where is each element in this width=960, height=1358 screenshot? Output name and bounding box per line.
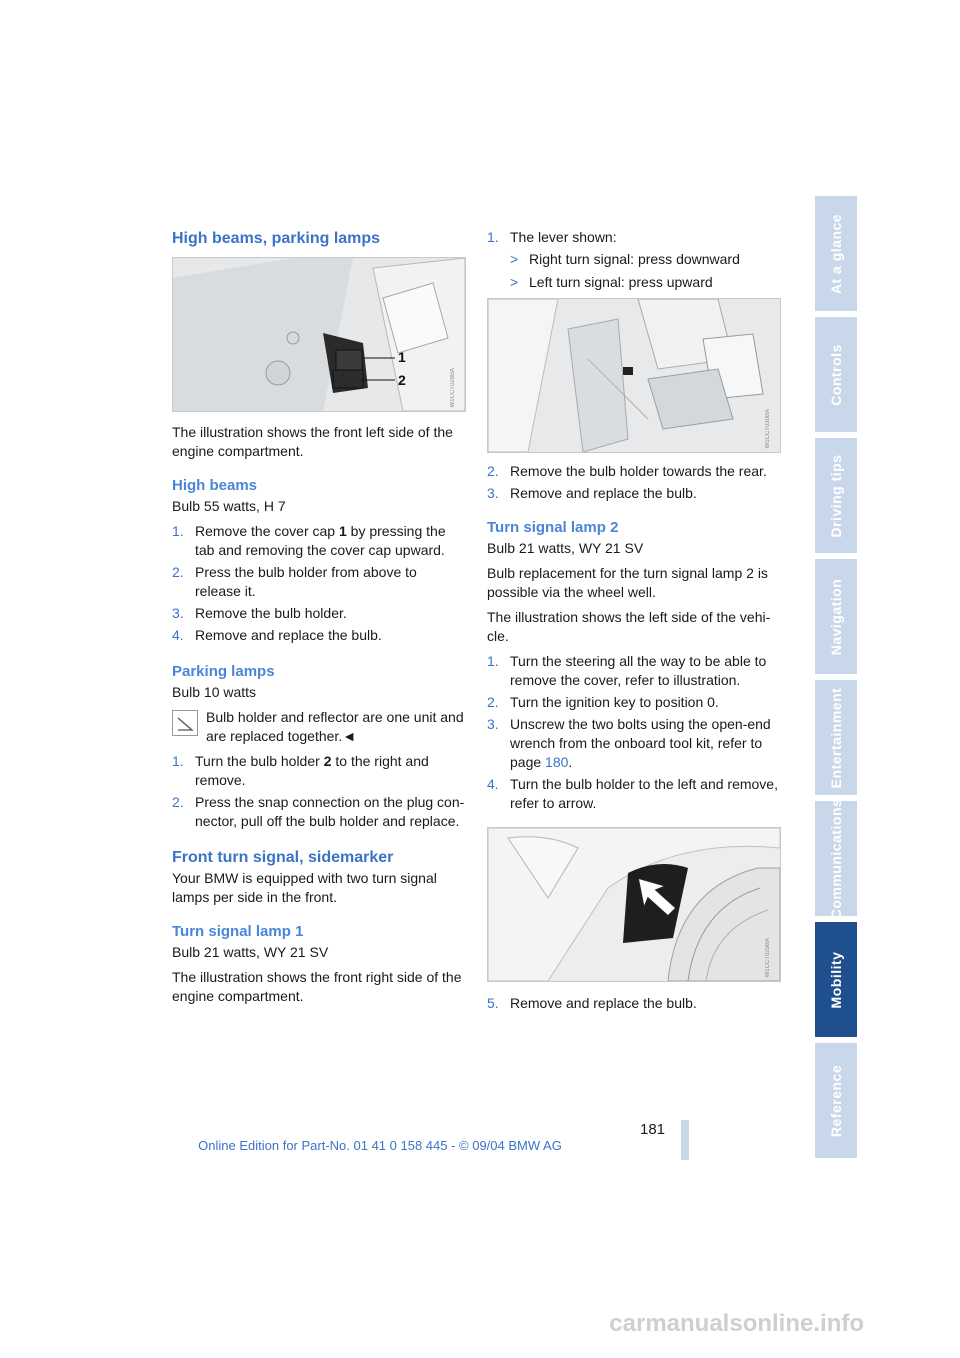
list-item: 1. Turn the steering all the way to be able to remove the cover, refer to illustration.: [487, 653, 767, 688]
turn1-steps-continued: [487, 462, 781, 503]
list-item: 4. Remove and replace the bulb.: [172, 627, 382, 643]
watermark: carmanualsonline.info: [609, 1310, 864, 1337]
list-item: 1. The lever shown: > Right turn signal: press downward > Left turn signal: press upward: [487, 228, 781, 292]
tab-reference[interactable]: Reference: [815, 1043, 857, 1161]
note-icon: [172, 710, 198, 736]
heading-parking-lamps: Parking lamps: [172, 663, 275, 680]
list-item: 1. Remove the cover cap 1 by pressing the tab and removing the cover cap upward.: [172, 523, 446, 558]
figure-wheel-well: [487, 827, 781, 982]
note-box: [172, 708, 466, 746]
turn2-bulb: Bulb 21 watts, WY 21 SV: [487, 540, 644, 556]
tab-driving-tips[interactable]: Driving tips: [815, 438, 857, 556]
turn2-steps: [487, 652, 781, 813]
engine-left-illustration: [173, 258, 465, 411]
list-item: 2. Press the snap connection on the plug con-nector, pull off the bulb holder and replace.: [172, 794, 465, 829]
section-tabs: [815, 196, 857, 1160]
list-item: 2. Press the bulb holder from above to release it.: [172, 564, 417, 599]
figure-caption: The illustration shows the front left side of the engine compartment.: [172, 424, 453, 459]
figure-label-2: 2: [398, 372, 406, 388]
figure-code: W1CCT028BA: [450, 367, 456, 407]
page-number: 181: [640, 1121, 666, 1138]
tab-navigation[interactable]: Navigation: [815, 559, 857, 677]
tab-controls[interactable]: Controls: [815, 317, 857, 435]
lever-sublist: [510, 250, 781, 292]
list-item: 2. Turn the ignition key to position 0.: [487, 694, 719, 710]
parking-bulb: Bulb 10 watts: [172, 684, 257, 700]
turn2-steps-continued: [487, 994, 781, 1013]
list-item: 4. Turn the bulb holder to the left and remove, refer to arrow.: [487, 776, 778, 811]
list-item: 3. Remove the bulb holder.: [172, 605, 347, 621]
turn1-steps: [487, 228, 781, 292]
high-beams-bulb: Bulb 55 watts, H 7: [172, 498, 286, 514]
heading-high-beams: High beams: [172, 477, 258, 494]
figure-engine-compartment-left: [172, 257, 466, 412]
high-beams-steps: [172, 522, 466, 645]
list-item: 3. Remove and replace the bulb.: [487, 485, 697, 501]
heading-turn-signal-1: Turn signal lamp 1: [172, 923, 304, 940]
note-end-marker: ◄: [342, 728, 357, 744]
left-column: [172, 228, 466, 1012]
turn1-text: The illustration shows the front right side of the engine compartment.: [172, 969, 462, 1004]
parking-steps: [172, 752, 466, 831]
wheel-well-illustration: [488, 828, 780, 981]
note-text: Bulb holder and reflector are one unit and are replaced together.: [206, 709, 464, 744]
engine-right-illustration: [488, 299, 780, 452]
sub-item: > Left turn signal: press upward: [510, 274, 713, 290]
turn2-text-1: Bulb replacement for the turn signal lamp 2 is possible via the wheel well.: [487, 565, 768, 600]
heading-turn-signal-2: Turn signal lamp 2: [487, 519, 619, 536]
figure-label-1: 1: [398, 349, 406, 365]
heading-high-beams-parking-lamps: High beams, parking lamps: [172, 230, 381, 247]
right-column: [487, 228, 781, 1017]
list-item: 2. Remove the bulb holder towards the rear.: [487, 463, 767, 479]
figure-code: W1CCT030BA: [765, 408, 771, 448]
sub-item: > Right turn signal: press downward: [510, 251, 740, 267]
list-item: 5. Remove and replace the bulb.: [487, 995, 697, 1011]
tab-communications[interactable]: Communications: [815, 801, 857, 919]
tab-entertainment[interactable]: Entertainment: [815, 680, 857, 798]
list-item: 3. Unscrew the two bolts using the open-end wrench from the onboard tool kit, refer to page 180.: [487, 716, 771, 770]
figure-engine-compartment-right: [487, 298, 781, 453]
turn1-bulb: Bulb 21 watts, WY 21 SV: [172, 944, 329, 960]
tab-mobility[interactable]: Mobility: [815, 922, 857, 1040]
heading-front-turn-signal: Front turn signal, sidemarker: [172, 849, 394, 866]
list-item: 1. Turn the bulb holder 2 to the right and remove.: [172, 753, 429, 788]
turn2-text-2: The illustration shows the left side of the vehi-cle.: [487, 609, 771, 644]
figure-code: W1CCT029BA: [765, 937, 771, 977]
footer: [0, 1138, 960, 1153]
footer-text: Online Edition for Part-No. 01 41 0 158 445 - © 09/04 BMW AG: [198, 1138, 562, 1153]
tab-at-a-glance[interactable]: At a glance: [815, 196, 857, 314]
page-link[interactable]: 180: [545, 754, 569, 770]
front-turn-text: Your BMW is equipped with two turn signal lamps per side in the front.: [172, 870, 437, 905]
